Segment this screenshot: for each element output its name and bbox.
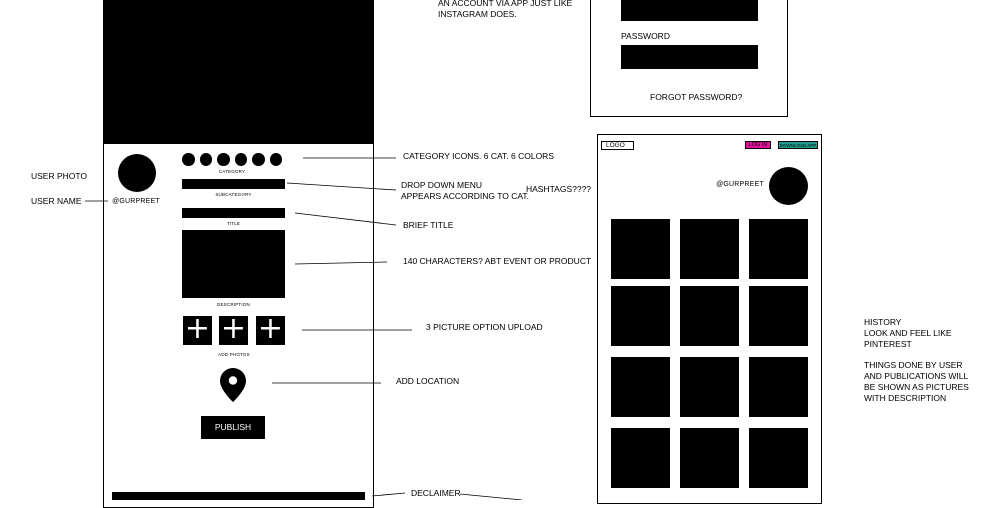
user-photo-avatar[interactable] xyxy=(118,154,156,192)
description-textarea[interactable] xyxy=(182,230,285,298)
grid-photo-4[interactable] xyxy=(611,286,670,346)
note-history-block xyxy=(864,317,969,403)
add-photos-label: ADD PHOTOS xyxy=(218,352,250,357)
grid-photo-7[interactable] xyxy=(611,357,670,417)
description-label: DESCRIPTION xyxy=(217,302,250,307)
forgot-password-link[interactable]: FORGOT PASSWORD? xyxy=(650,92,743,102)
note-history-line-7: BE SHOWN AS PICTURES xyxy=(864,381,969,392)
title-input[interactable] xyxy=(182,208,285,218)
note-dropdown-line1: DROP DOWN MENU xyxy=(401,180,483,190)
note-hashtags: HASHTAGS???? xyxy=(526,184,592,194)
add-photo-button-1[interactable]: + xyxy=(184,311,211,346)
grid-photo-11[interactable] xyxy=(680,428,739,488)
login-button[interactable]: LOG IN xyxy=(745,141,771,149)
grid-photo-8[interactable] xyxy=(680,357,739,417)
note-history-line-3: PINTEREST xyxy=(864,338,912,349)
note-history-line-2: LOOK AND FEEL LIKE xyxy=(864,327,952,338)
category-icon-5[interactable] xyxy=(252,153,265,166)
title-label: TITLE xyxy=(226,221,241,226)
download-app-button[interactable]: DOWNLOAD APP xyxy=(779,143,817,148)
category-icon-1[interactable] xyxy=(182,153,195,166)
category-icon-3[interactable] xyxy=(217,153,230,166)
category-icon-6[interactable] xyxy=(270,153,283,166)
note-declaimer: DECLAIMER xyxy=(411,488,461,498)
disclaimer-bar xyxy=(112,492,365,500)
note-picture-option: 3 PICTURE OPTION UPLOAD xyxy=(426,322,543,332)
logo-box[interactable]: LOGO xyxy=(601,141,634,150)
note-account-line1: AN ACCOUNT VIA APP JUST LIKE xyxy=(438,0,573,8)
grid-photo-3[interactable] xyxy=(749,219,808,279)
grid-photo-6[interactable] xyxy=(749,286,808,346)
note-dropdown-line2: APPEARS ACCORDING TO CAT. xyxy=(401,191,530,201)
subcategory-dropdown[interactable] xyxy=(182,179,285,189)
note-history-line-6: AND PUBLICATIONS WILL xyxy=(864,370,969,381)
note-characters: 140 CHARACTERS? ABT EVENT OR PRODUCT xyxy=(403,256,592,266)
category-icon-2[interactable] xyxy=(200,153,213,166)
note-history-line-1: HISTORY xyxy=(864,317,902,327)
subcategory-label: SUBCATEGORY xyxy=(215,192,252,197)
profile-avatar[interactable] xyxy=(769,167,808,205)
note-category-icons: CATEGORY ICONS. 6 CAT. 6 COLORS xyxy=(403,151,554,161)
note-history-line-8: WITH DESCRIPTION xyxy=(864,392,947,403)
category-icon-4[interactable] xyxy=(235,153,248,166)
note-add-location: ADD LOCATION xyxy=(396,376,460,386)
grid-photo-12[interactable] xyxy=(749,428,808,488)
post-form-username: @GURPREET xyxy=(112,198,160,205)
note-user-name: USER NAME xyxy=(31,196,82,206)
grid-photo-2[interactable] xyxy=(680,219,739,279)
history-photo-grid xyxy=(611,219,809,500)
add-photo-button-2[interactable]: + xyxy=(220,311,247,346)
category-label: CATEGORY xyxy=(218,169,246,174)
profile-username: @GURPREET xyxy=(716,181,764,188)
grid-photo-10[interactable] xyxy=(611,428,670,488)
publish-button[interactable]: PUBLISH xyxy=(201,416,265,439)
password-input[interactable] xyxy=(621,45,758,69)
add-photo-button-3[interactable]: + xyxy=(257,311,284,346)
note-history-line-5: THINGS DONE BY USER xyxy=(864,360,963,371)
password-label: PASSWORD xyxy=(621,31,670,41)
category-icons-row xyxy=(182,153,282,166)
username-input[interactable] xyxy=(621,0,758,21)
cover-image-placeholder xyxy=(103,0,374,144)
note-history-line-4 xyxy=(864,349,969,360)
map-pin-icon[interactable] xyxy=(220,368,246,407)
grid-photo-9[interactable] xyxy=(749,357,808,417)
note-user-photo: USER PHOTO xyxy=(31,171,88,181)
note-account-line2: INSTAGRAM DOES. xyxy=(438,9,517,19)
grid-photo-1[interactable] xyxy=(611,219,670,279)
grid-photo-5[interactable] xyxy=(680,286,739,346)
note-brief-title: BRIEF TITLE xyxy=(403,220,454,230)
